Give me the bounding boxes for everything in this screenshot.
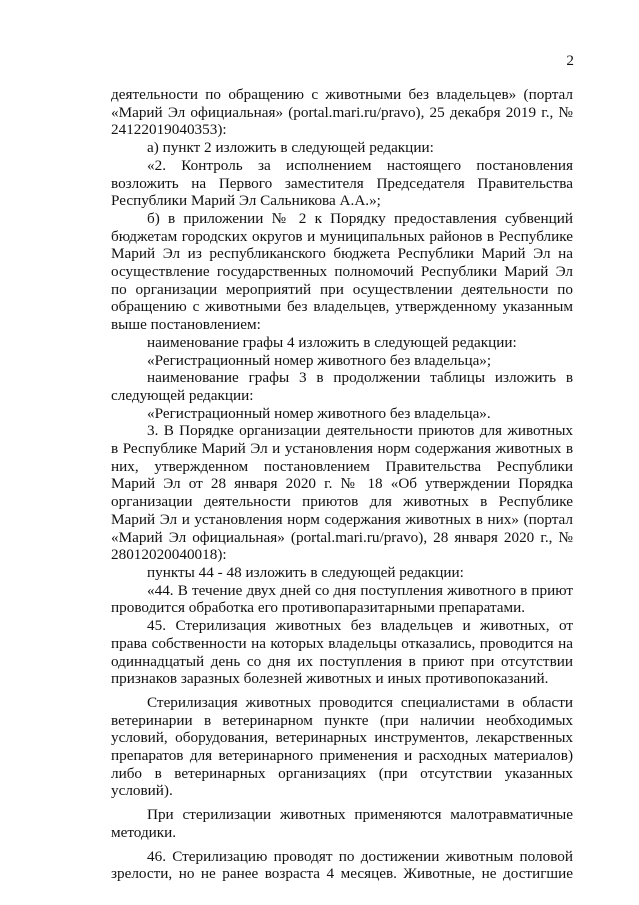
paragraph: б) в приложении № 2 к Порядку предоставления субвенций бюджетам городских округов и муниципальных районов в Республике Марий Эл из республиканского бюджета Республики Марий Эл на осуществление государственных полномочий Республики Марий Эл по организации мероприятий при осуществлении деятельности по обращению с животными без владельцев, утвержденному указанным выше постановлением: — [111, 209, 573, 334]
paragraph: пункты 44 - 48 изложить в следующей редакции: — [147, 563, 464, 581]
paragraph: 46. Стерилизацию проводят по достижении животным половой зрелости, но не ранее возраста 4 месяцев. Животные, не достигшие — [111, 847, 573, 883]
paragraph: наименование графы 3 в продолжении таблицы изложить в следующей редакции: — [111, 369, 573, 404]
paragraph: наименование графы 4 изложить в следующей редакции: — [147, 333, 517, 351]
paragraph: При стерилизации животных применяются малотравматичные методики. — [111, 806, 573, 841]
paragraph: деятельности по обращению с животными без владельцев» (портал «Марий Эл официальная» (portal.mari.ru/pravo), 25 декабря 2019 г., № 24122019040353): — [111, 86, 573, 139]
paragraph: «Регистрационный номер животного без владельца»; — [147, 351, 492, 369]
paragraph: 45. Стерилизация животных без владельцев и животных, от права собственности на которых владельцы отказались, проводится на одиннадцатый день со дня их поступления в приют при отсутствии признаков заразных болезней животных и иных противопоказаний. — [111, 617, 573, 688]
paragraph: Стерилизация животных проводится специалистами в области ветеринарии в ветеринарном пункте (при наличии необходимых условий, оборудования, ветеринарных инструментов, лекарственных препаратов для ветеринарного применения и расходных материалов) либо в ветеринарных организациях (при отсутствии указанных условий). — [111, 693, 573, 800]
document-body — [111, 86, 573, 883]
paragraph: а) пункт 2 изложить в следующей редакции: — [147, 139, 434, 157]
paragraph: «44. В течение двух дней со дня поступления животного в приют проводится обработка его противопаразитарными препаратами. — [111, 581, 573, 617]
paragraph: «2. Контроль за исполнением настоящего постановления возложить на Первого заместителя Председателя Правительства Республики Марий Эл Сальникова А.А.»; — [111, 156, 573, 210]
paragraph: 3. В Порядке организации деятельности приютов для животных в Республике Марий Эл и установления норм содержания животных в них, утвержденном постановлением Правительства Республики Марий Эл от 28 января 2020 г. № 18 «Об утверждении Порядка организации деятельности приютов для животных в Республике Марий Эл и установления норм содержания животных в них» (портал «Марий Эл официальная» (portal.mari.ru/pravo), 28 января 2020 г., № 28012020040018): — [111, 422, 573, 564]
page-number: 2 — [566, 52, 574, 69]
paragraph: «Регистрационный номер животного без владельца». — [147, 404, 491, 422]
